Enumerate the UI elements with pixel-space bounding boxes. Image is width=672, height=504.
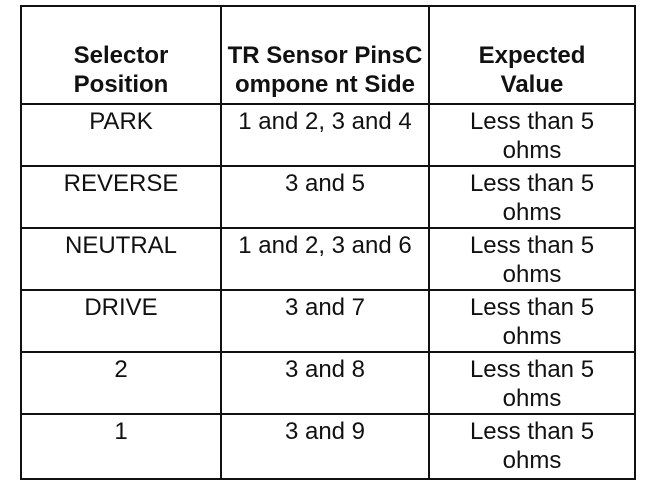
table-cell-expected [430, 229, 634, 291]
table-cell-pins [222, 291, 430, 353]
cell-text: DRIVE [84, 294, 158, 321]
cell-text: 3 and 7 [284, 294, 366, 321]
header-expected-value [430, 7, 634, 105]
table-cell-selector [22, 353, 222, 415]
table-cell-selector [22, 229, 222, 291]
cell-text: 3 and 9 [284, 418, 366, 445]
cell-text: Less than 5 ohms [469, 232, 595, 288]
table-cell-selector [22, 291, 222, 353]
cell-text: Less than 5 ohms [469, 294, 595, 350]
table-cell-expected [430, 105, 634, 167]
table-cell-expected [430, 291, 634, 353]
table-cell-pins [222, 229, 430, 291]
cell-text: REVERSE [63, 170, 179, 197]
cell-text: 1 and 2, 3 and 6 [238, 232, 412, 259]
header-expected-value-label: Expected Value [478, 42, 586, 98]
table-cell-selector [22, 415, 222, 478]
cell-text: 1 [114, 418, 128, 445]
cell-text: Less than 5 ohms [469, 418, 595, 474]
table-cell-pins [222, 415, 430, 478]
table-cell-pins [222, 353, 430, 415]
header-selector-position [22, 7, 222, 105]
table-cell-selector [22, 167, 222, 229]
cell-text: 1 and 2, 3 and 4 [238, 108, 412, 135]
table-cell-pins [222, 167, 430, 229]
header-tr-sensor-pins-label: TR Sensor PinsCompone nt Side [227, 42, 423, 98]
cell-text: Less than 5 ohms [469, 108, 595, 164]
cell-text: 3 and 5 [284, 170, 366, 197]
cell-text: 3 and 8 [284, 356, 366, 383]
header-selector-position-label: Selector Position [73, 42, 169, 98]
cell-text: NEUTRAL [64, 232, 178, 259]
cell-text: PARK [89, 108, 153, 135]
table-cell-selector [22, 105, 222, 167]
cell-text: 2 [114, 356, 128, 383]
table-cell-pins [222, 105, 430, 167]
header-tr-sensor-pins [222, 7, 430, 105]
tr-sensor-table [20, 5, 636, 480]
table-cell-expected [430, 167, 634, 229]
cell-text: Less than 5 ohms [469, 170, 595, 226]
table-cell-expected [430, 415, 634, 478]
table-cell-expected [430, 353, 634, 415]
cell-text: Less than 5 ohms [469, 356, 595, 412]
